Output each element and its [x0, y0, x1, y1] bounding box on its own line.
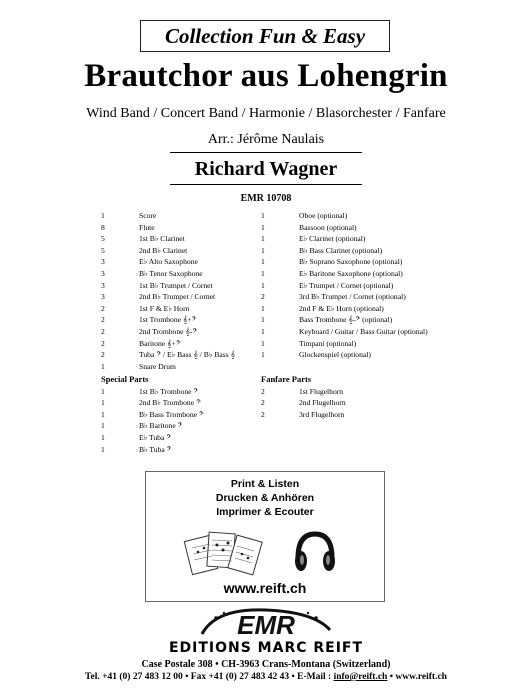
part-row: [261, 210, 428, 222]
part-row: [261, 386, 346, 398]
part-qty: 2: [261, 409, 265, 419]
emr-logo: [196, 604, 336, 640]
part-row: [261, 291, 428, 303]
part-row: [101, 245, 235, 257]
part-qty: 3: [101, 268, 105, 278]
special-parts-heading: Special Parts: [101, 374, 149, 384]
part-name: B♭ Soprano Saxophone (optional): [299, 257, 403, 267]
part-row: [101, 303, 235, 315]
special-parts: [101, 374, 204, 455]
part-name: Flute: [139, 222, 155, 232]
part-qty: 1: [101, 444, 105, 454]
headphones-icon: [292, 528, 338, 576]
print-line-fr: Imprimer & Ecouter: [216, 506, 314, 518]
part-name: B♭ Bass Trombone 𝄢: [139, 409, 204, 419]
part-qty: 8: [101, 222, 105, 232]
part-qty: 5: [101, 245, 105, 255]
logo-text: EMR: [237, 610, 295, 640]
fanfare-parts: [261, 374, 346, 420]
part-name: B♭ Tenor Saxophone: [139, 268, 203, 278]
part-row: [261, 256, 428, 268]
part-qty: 1: [261, 222, 265, 232]
part-qty: 1: [261, 234, 265, 244]
part-name: Snare Drum: [139, 361, 176, 371]
part-row: [261, 326, 428, 338]
part-row: [261, 303, 428, 315]
sheet-music-icon: [182, 528, 266, 578]
part-qty: 1: [261, 326, 265, 336]
part-qty: 1: [261, 350, 265, 360]
part-row: [261, 397, 346, 409]
part-qty: 1: [101, 409, 105, 419]
part-name: 2nd B♭ Trombone 𝄢: [139, 398, 201, 408]
part-qty: 1: [101, 421, 105, 431]
print-line-en: Print & Listen: [230, 478, 300, 490]
part-qty: 1: [261, 303, 265, 313]
piece-title: Brautchor aus Lohengrin: [84, 58, 448, 94]
part-name: 3rd Flugelhorn: [299, 409, 345, 419]
part-row: [101, 314, 235, 326]
part-name: B♭ Baritone 𝄢: [139, 421, 183, 431]
part-qty: 2: [101, 326, 105, 336]
part-name: 2nd B♭ Clarinet: [139, 245, 188, 255]
divider-bottom: [170, 184, 362, 185]
part-name: Bass Trombone 𝄞-𝄢 (optional): [299, 315, 393, 325]
part-name: Score: [139, 211, 157, 220]
part-row: [101, 268, 235, 280]
part-qty: 3: [101, 257, 105, 267]
part-name: Timpani (optional): [299, 338, 357, 348]
series-title: Collection Fun & Easy: [164, 23, 366, 48]
part-name: 1st B♭ Trumpet / Cornet: [139, 280, 213, 290]
part-name: E♭ Clarinet (optional): [299, 234, 366, 244]
contact-email-link[interactable]: info@reift.ch: [333, 672, 388, 682]
part-qty: 1: [101, 361, 105, 371]
part-name: Baritone 𝄞+𝄢: [139, 338, 181, 348]
part-row: [261, 233, 428, 245]
composer-name: Richard Wagner: [194, 158, 338, 180]
part-row: [101, 397, 204, 409]
print-line-de: Drucken & Anhören: [215, 492, 315, 504]
print-listen-text: [146, 477, 384, 519]
part-row: [101, 233, 235, 245]
part-name: 2nd Flugelhorn: [299, 398, 346, 408]
part-row: [101, 409, 204, 421]
part-row: [261, 409, 346, 421]
part-name: E♭ Alto Saxophone: [139, 257, 198, 267]
part-row: [101, 349, 235, 361]
part-name: Bassoon (optional): [299, 222, 357, 232]
part-name: 2nd B♭ Trumpet / Cornet: [139, 292, 216, 302]
part-row: [101, 256, 235, 268]
part-name: 1st Trombone 𝄞+𝄢: [139, 315, 197, 325]
part-row: [101, 361, 235, 373]
part-name: Oboe (optional): [299, 211, 348, 220]
part-row: [261, 280, 428, 292]
part-row: [101, 432, 204, 444]
part-qty: 1: [261, 211, 265, 220]
part-row: [261, 222, 428, 234]
part-row: [101, 444, 204, 456]
part-qty: 2: [101, 303, 105, 313]
part-qty: 3: [101, 292, 105, 302]
print-listen-box: [145, 471, 385, 602]
part-name: 1st B♭ Trombone 𝄢: [139, 386, 199, 396]
part-qty: 1: [261, 257, 265, 267]
part-qty: 1: [261, 245, 265, 255]
part-row: [261, 349, 428, 361]
part-name: 2nd Trombone 𝄞-𝄢: [139, 326, 198, 336]
part-qty: 1: [261, 315, 265, 325]
part-row: [261, 338, 428, 350]
part-name: Keyboard / Guitar / Bass Guitar (optional): [299, 326, 428, 336]
part-row: [101, 386, 204, 398]
part-name: 1st B♭ Clarinet: [139, 234, 185, 244]
part-name: E♭ Baritone Saxophone (optional): [299, 268, 403, 278]
part-row: [261, 245, 428, 257]
fanfare-parts-heading: Fanfare Parts: [261, 374, 312, 384]
part-row: [261, 268, 428, 280]
part-qty: 1: [261, 280, 265, 290]
website-link[interactable]: www.reift.ch: [223, 580, 307, 596]
part-qty: 2: [261, 386, 265, 396]
publisher-address: Case Postale 308 • CH-3963 Crans-Montana (Switzerland): [141, 659, 391, 670]
part-name: B♭ Tuba 𝄢: [139, 444, 172, 454]
series-title-box: [140, 20, 390, 52]
part-qty: 1: [101, 432, 105, 442]
part-qty: 1: [261, 338, 265, 348]
part-row: [101, 338, 235, 350]
part-qty: 2: [101, 350, 105, 360]
parts-list-optional: [261, 210, 428, 361]
part-qty: 5: [101, 234, 105, 244]
part-name: 2nd F & E♭ Horn (optional): [299, 303, 384, 313]
contact-website: • www.reift.ch: [387, 672, 447, 682]
part-qty: 1: [101, 398, 105, 408]
part-name: 1st Flugelhorn: [299, 386, 344, 396]
divider-top: [170, 152, 362, 153]
part-row: [101, 280, 235, 292]
part-qty: 3: [101, 280, 105, 290]
part-row: [101, 210, 235, 222]
part-name: 1st F & E♭ Horn: [139, 303, 190, 313]
part-name: Tuba 𝄢 / E♭ Bass 𝄞 / B♭ Bass 𝄞: [139, 350, 236, 360]
part-row: [101, 222, 235, 234]
arranger-credit: Arr.: Jérôme Naulais: [207, 132, 325, 147]
part-qty: 2: [261, 398, 265, 408]
part-name: 3rd B♭ Trumpet / Cornet (optional): [299, 292, 406, 302]
part-qty: 1: [101, 386, 105, 396]
part-row: [101, 420, 204, 432]
part-qty: 1: [261, 268, 265, 278]
part-name: E♭ Tuba 𝄢: [139, 432, 172, 442]
part-row: [101, 326, 235, 338]
catalog-code: EMR 10708: [240, 193, 292, 204]
part-row: [101, 291, 235, 303]
part-name: Glockenspiel (optional): [299, 350, 371, 360]
contact-phone-fax: Tel. +41 (0) 27 483 12 00 • Fax +41 (0) 27 483 42 43 • E-Mail :: [85, 672, 334, 682]
part-name: E♭ Trumpet / Cornet (optional): [299, 280, 394, 290]
part-qty: 2: [101, 315, 105, 325]
part-qty: 1: [101, 211, 105, 220]
part-row: [261, 314, 428, 326]
part-qty: 2: [101, 338, 105, 348]
ensemble-subtitle: Wind Band / Concert Band / Harmonie / Blasorchester / Fanfare: [86, 106, 446, 121]
part-name: B♭ Bass Clarinet (optional): [299, 245, 383, 255]
parts-list-main: [101, 210, 235, 372]
publisher-contact: [0, 672, 532, 682]
part-qty: 2: [261, 292, 265, 302]
publisher-name: EDITIONS MARC REIFT: [168, 640, 364, 656]
